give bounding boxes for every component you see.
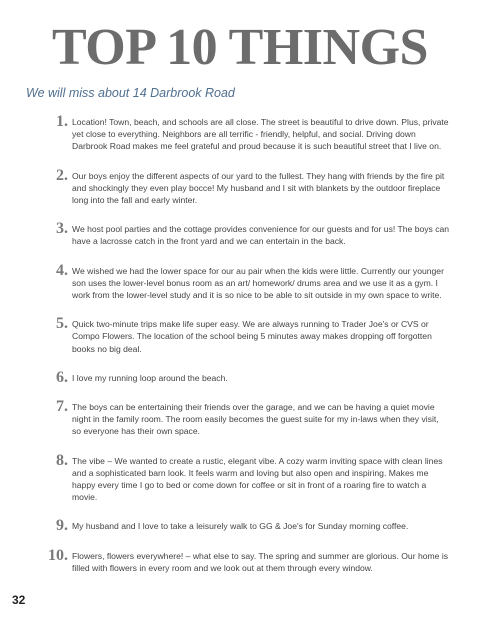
item-number: 1. xyxy=(56,113,68,130)
item-text: We wished we had the lower space for our au pair when the kids were little. Currently our younger son uses the lower-level bonus room as an art/ homework/ drums area and we use it as a gym. I work from the lower-level study and it is so nice to be able to sit outside in my own space to write. xyxy=(72,265,444,301)
item-text: We host pool parties and the cottage provides convenience for our guests and for us! The boys can have a lacrosse catch in the front yard and we can entertain in the back. xyxy=(72,224,450,247)
item-number: 10. xyxy=(48,546,68,564)
list-item xyxy=(30,546,450,574)
list-item xyxy=(30,261,450,302)
list-item xyxy=(30,517,450,535)
item-number: 9. xyxy=(56,517,68,535)
item-number: 5. xyxy=(56,315,68,333)
page-title: TOP 10 THINGS xyxy=(52,19,428,76)
list-item xyxy=(30,315,450,355)
item-text: Flowers, flowers everywhere! – what else to say. The spring and summer are glorious. Our home is filled with flowers in every room and we look out at them through every window. xyxy=(72,550,449,573)
item-number: 8. xyxy=(56,451,68,469)
item-text: The vibe – We wanted to create a rustic, elegant vibe. A cozy warm inviting space with clean lines and a sophisticated barn look. It feels warm and loving but also open and inspiring. Makes me happy every time I go to bed or come down for coffee or sit in front of a roaring fire to watch a movie. xyxy=(72,455,443,503)
item-text: Our boys enjoy the different aspects of our yard to the fullest. They hang with friends by the fire pit and shockingly they even play bocce! My husband and I sit with blankets by the outdoor fireplace long into the fall and early winter. xyxy=(72,170,445,206)
item-text: I love my running loop around the beach. xyxy=(72,372,228,383)
item-number: 3. xyxy=(56,220,68,238)
top-ten-list xyxy=(30,113,450,591)
item-number: 4. xyxy=(56,261,68,279)
item-text: Quick two-minute trips make life super easy. We are always running to Trader Joe's or CVS or Compo Flowers. The location of the school being 5 minutes away makes dropping off forgotten books no big deal. xyxy=(72,319,432,354)
item-text: My husband and I love to take a leisurely walk to GG & Joe's for Sunday morning coffee. xyxy=(72,521,409,532)
list-item xyxy=(30,368,450,386)
list-item xyxy=(30,220,450,247)
list-item xyxy=(30,166,450,207)
page-number: 32 xyxy=(12,593,26,607)
page-subtitle: We will miss about 14 Darbrook Road xyxy=(26,86,235,100)
item-text: Location! Town, beach, and schools are all close. The street is beautiful to drive down. Plus, private yet close to everything. Neighbors are all terrific - friendly, helpful, and social. Driving down Darbrook Road makes me feel grateful and proud because it is such beautiful street that I live on. xyxy=(72,117,449,152)
item-text: The boys can be entertaining their friends over the garage, and we can be having a quiet movie night in the family room. The room easily becomes the guest suite for my in-laws when they visit, so everyone has their own space. xyxy=(72,402,439,437)
item-number: 7. xyxy=(56,398,68,416)
list-item xyxy=(30,451,450,504)
item-number: 6. xyxy=(56,368,68,386)
list-item xyxy=(30,398,450,438)
list-item xyxy=(30,113,450,153)
item-number: 2. xyxy=(56,166,68,184)
